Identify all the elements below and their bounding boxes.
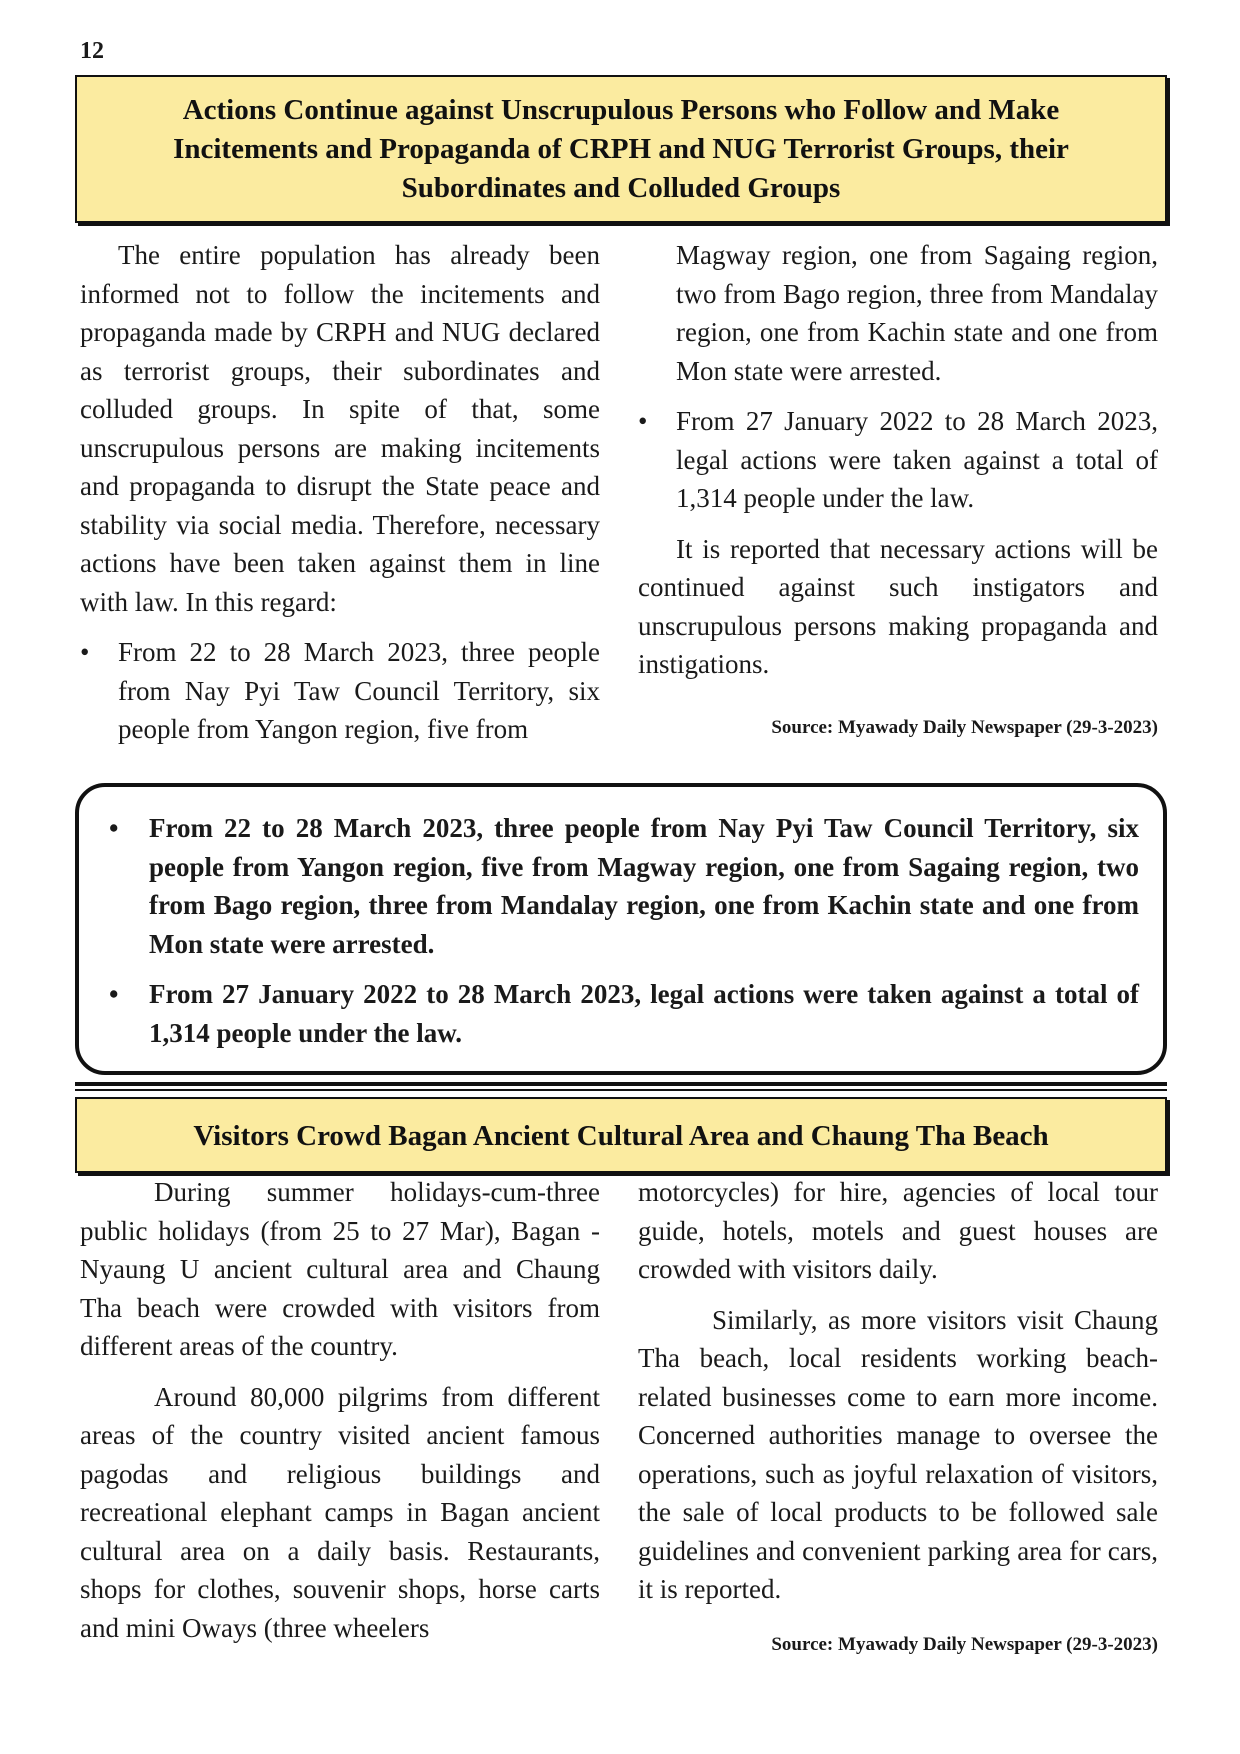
summary-item-2-text: From 27 January 2022 to 28 March 2023, legal actions were taken against a total of 1,314 people under the law. — [149, 979, 1139, 1048]
article2-headline: Visitors Crowd Bagan Ancient Cultural Area and Chaung Tha Beach — [75, 1097, 1167, 1173]
article2-paragraph-2: Around 80,000 pilgrims from different areas of the country visited ancient famous pagodas and religious buildings and recreational elephant camps in Bagan ancient cultural area on a daily basis. Restaurants, shops for clothes, souvenir shops, horse carts and mini Oways (three wheelers — [80, 1381, 600, 1643]
article1-bullet1-text: From 22 to 28 March 2023, three people from Nay Pyi Taw Council Territory, six people from Yangon region, five from — [118, 637, 600, 744]
article2-source: Source: Myawady Daily Newspaper (29-3-2023) — [771, 1634, 1158, 1655]
article2-paragraph-2-continued: motorcycles) for hire, agencies of local tour guide, hotels, motels and guest houses are crowded with visitors daily. — [638, 1177, 1158, 1284]
bullet-icon: • — [109, 979, 119, 1009]
summary-box — [75, 783, 1167, 1075]
article1-bullet2 — [638, 402, 1158, 518]
article1-closing: It is reported that necessary actions will be continued against such instigators and unscrupulous persons making propaganda and instigations. — [638, 533, 1158, 679]
bullet-icon: • — [80, 637, 90, 667]
summary-item-1-text: From 22 to 28 March 2023, three people from Nay Pyi Taw Council Territory, six people from Yangon region, five from Magway region, one from Sagaing region, two from Bago region, three from Mandalay region, one from Kachin state and one from Mon state were arrested. — [149, 813, 1139, 959]
article1-bullet1 — [80, 633, 600, 749]
article1-intro: The entire population has already been informed not to follow the incitements and propaganda made by CRPH and NUG declared as terrorist groups, their subordinates and colluded groups. In spite of that, some unscrupulous persons are making incitements and propaganda to disrupt the State peace and stability via social media. Therefore, necessary actions have been taken against them in line with law. In this regard: — [80, 240, 600, 617]
article1-bullet1-continued — [638, 236, 1158, 390]
section-divider — [75, 1082, 1167, 1086]
bullet-icon: • — [638, 406, 648, 436]
article1-bullet1-continued-text: Magway region, one from Sagaing region, two from Bago region, three from Mandalay region, one from Kachin state and one from Mon state were arrested. — [676, 240, 1158, 386]
bullet-icon: • — [109, 813, 119, 843]
article1-left-column — [80, 236, 600, 749]
article2-paragraph-3: Similarly, as more visitors visit Chaung Tha beach, local residents working beach-related businesses come to earn more income. Concerned authorities manage to oversee the operations, such as joyful relaxation of visitors, the sale of local products to be followed sale guidelines and convenient parking area for cars, it is reported. — [638, 1304, 1158, 1604]
article1-bullet2-text: From 27 January 2022 to 28 March 2023, legal actions were taken against a total of 1,314 people under the law. — [676, 406, 1158, 513]
article2-right-column — [638, 1173, 1158, 1609]
summary-item-1 — [109, 809, 1139, 963]
article2-left-column — [80, 1173, 600, 1647]
article1-right-column — [638, 236, 1158, 684]
summary-item-2 — [109, 975, 1139, 1052]
article2-paragraph-1: During summer holidays-cum-three public holidays (from 25 to 27 Mar), Bagan -Nyaung U ancient cultural area and Chaung Tha beach were crowded with visitors from different areas of the country. — [80, 1177, 600, 1361]
article1-source: Source: Myawady Daily Newspaper (29-3-2023) — [771, 717, 1158, 738]
section-divider-thin — [75, 1089, 1167, 1091]
page-number: 12 — [80, 38, 104, 64]
article1-headline: Actions Continue against Unscrupulous Persons who Follow and Make Incitements and Propaganda of CRPH and NUG Terrorist Groups, their Subordinates and Colluded Groups — [75, 75, 1167, 223]
